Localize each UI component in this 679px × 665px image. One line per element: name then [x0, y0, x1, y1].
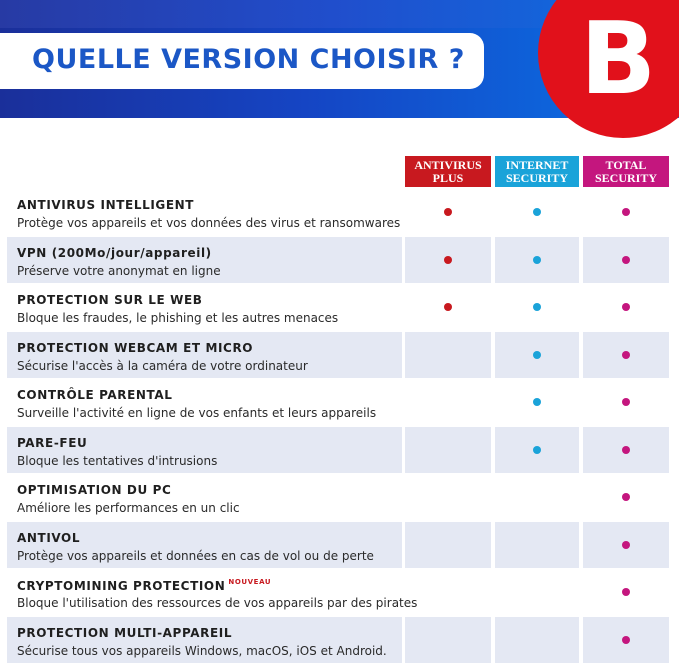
cell-total-security	[583, 617, 669, 663]
feature-title-text: ANTIVOL	[17, 531, 81, 545]
feature-cell	[7, 474, 402, 520]
feature-cell	[7, 522, 402, 568]
cell-internet-security	[495, 189, 579, 235]
included-dot-icon	[533, 303, 541, 311]
cell-antivirus-plus	[405, 332, 491, 378]
included-dot-icon	[622, 446, 630, 454]
cell-internet-security	[495, 237, 579, 283]
feature-title	[17, 388, 173, 402]
feature-title	[17, 341, 253, 355]
feature-description: Améliore les performances en un clic	[17, 501, 240, 515]
column-header-line1: TOTAL	[605, 157, 647, 172]
feature-cell	[7, 569, 418, 615]
feature-description: Préserve votre anonymat en ligne	[17, 264, 221, 278]
cell-antivirus-plus	[405, 237, 491, 283]
feature-description: Sécurise l'accès à la caméra de votre ordinateur	[17, 359, 308, 373]
cell-antivirus-plus	[405, 522, 491, 568]
table-row	[7, 569, 669, 615]
cell-antivirus-plus	[405, 427, 491, 473]
cell-internet-security	[495, 617, 579, 663]
feature-description: Sécurise tous vos appareils Windows, macOS, iOS et Android.	[17, 644, 387, 658]
cell-total-security	[583, 569, 669, 615]
column-header-line1: ANTIVIRUS	[414, 157, 482, 172]
feature-cell	[7, 332, 402, 378]
cell-internet-security	[495, 474, 579, 520]
feature-title	[17, 198, 194, 212]
included-dot-icon	[533, 208, 541, 216]
feature-title-text: PROTECTION SUR LE WEB	[17, 293, 203, 307]
included-dot-icon	[622, 303, 630, 311]
cell-internet-security	[495, 284, 579, 330]
cell-antivirus-plus	[405, 617, 491, 663]
cell-internet-security	[495, 332, 579, 378]
cell-total-security	[583, 474, 669, 520]
included-dot-icon	[533, 398, 541, 406]
included-dot-icon	[622, 208, 630, 216]
included-dot-icon	[444, 256, 452, 264]
column-header-internet-security	[495, 156, 579, 187]
cell-antivirus-plus	[405, 474, 491, 520]
included-dot-icon	[533, 256, 541, 264]
cell-total-security	[583, 284, 669, 330]
cell-total-security	[583, 379, 669, 425]
feature-title	[17, 531, 80, 545]
brand-logo-letter: B	[580, 0, 657, 117]
cell-internet-security	[495, 569, 579, 615]
column-header-line1: INTERNET	[505, 157, 569, 172]
feature-title	[17, 246, 212, 260]
feature-title-text: PARE-FEU	[17, 436, 88, 450]
feature-title-text: PROTECTION WEBCAM ET MICRO	[17, 341, 254, 355]
column-header-antivirus-plus	[405, 156, 491, 187]
feature-description: Bloque les fraudes, le phishing et les autres menaces	[17, 311, 339, 325]
feature-cell	[7, 189, 402, 235]
feature-description: Surveille l'activité en ligne de vos enfants et leurs appareils	[17, 406, 377, 420]
cell-internet-security	[495, 522, 579, 568]
feature-title	[17, 293, 203, 307]
table-row	[7, 474, 669, 520]
feature-title-text: VPN (200Mo/jour/appareil)	[17, 246, 212, 260]
included-dot-icon	[622, 493, 630, 501]
feature-description: Bloque l'utilisation des ressources de vos appareils par des pirates	[17, 596, 418, 610]
page-title: QUELLE VERSION CHOISIR ?	[32, 44, 465, 75]
included-dot-icon	[622, 588, 630, 596]
table-row	[7, 284, 669, 330]
feature-cell	[7, 284, 402, 330]
column-header-line2: SECURITY	[505, 170, 568, 185]
feature-cell	[7, 379, 402, 425]
included-dot-icon	[444, 303, 452, 311]
cell-total-security	[583, 237, 669, 283]
feature-title-text: CONTRÔLE PARENTAL	[17, 388, 173, 402]
feature-description: Protège vos appareils et vos données des virus et ransomwares	[17, 216, 401, 230]
cell-total-security	[583, 332, 669, 378]
cell-antivirus-plus	[405, 189, 491, 235]
feature-title-text: CRYPTOMINING PROTECTION	[17, 579, 226, 593]
feature-title-text: PROTECTION MULTI-APPAREIL	[17, 626, 233, 640]
feature-cell	[7, 427, 402, 473]
included-dot-icon	[622, 636, 630, 644]
feature-title	[17, 578, 271, 593]
feature-title	[17, 436, 87, 450]
included-dot-icon	[622, 541, 630, 549]
table-row	[7, 379, 669, 425]
cell-internet-security	[495, 427, 579, 473]
cell-antivirus-plus	[405, 569, 491, 615]
cell-total-security	[583, 522, 669, 568]
table-row	[7, 237, 669, 283]
included-dot-icon	[533, 351, 541, 359]
feature-description: Protège vos appareils et données en cas de vol ou de perte	[17, 549, 374, 563]
table-row	[7, 332, 669, 378]
included-dot-icon	[444, 208, 452, 216]
cell-total-security	[583, 189, 669, 235]
table-row	[7, 522, 669, 568]
table-row	[7, 617, 669, 663]
included-dot-icon	[622, 398, 630, 406]
feature-title	[17, 626, 232, 640]
column-header-line2: PLUS	[432, 170, 464, 185]
feature-title-text: OPTIMISATION DU PC	[17, 483, 172, 497]
new-badge: NOUVEAU	[228, 578, 272, 586]
column-header-line2: SECURITY	[594, 170, 657, 185]
cell-internet-security	[495, 379, 579, 425]
feature-cell	[7, 617, 402, 663]
cell-antivirus-plus	[405, 379, 491, 425]
included-dot-icon	[622, 351, 630, 359]
column-header-total-security	[583, 156, 669, 187]
cell-antivirus-plus	[405, 284, 491, 330]
feature-cell	[7, 237, 402, 283]
table-row	[7, 427, 669, 473]
cell-total-security	[583, 427, 669, 473]
feature-title-text: ANTIVIRUS INTELLIGENT	[17, 198, 195, 212]
included-dot-icon	[622, 256, 630, 264]
feature-title	[17, 483, 171, 497]
table-row	[7, 189, 669, 235]
included-dot-icon	[533, 446, 541, 454]
feature-description: Bloque les tentatives d'intrusions	[17, 454, 218, 468]
